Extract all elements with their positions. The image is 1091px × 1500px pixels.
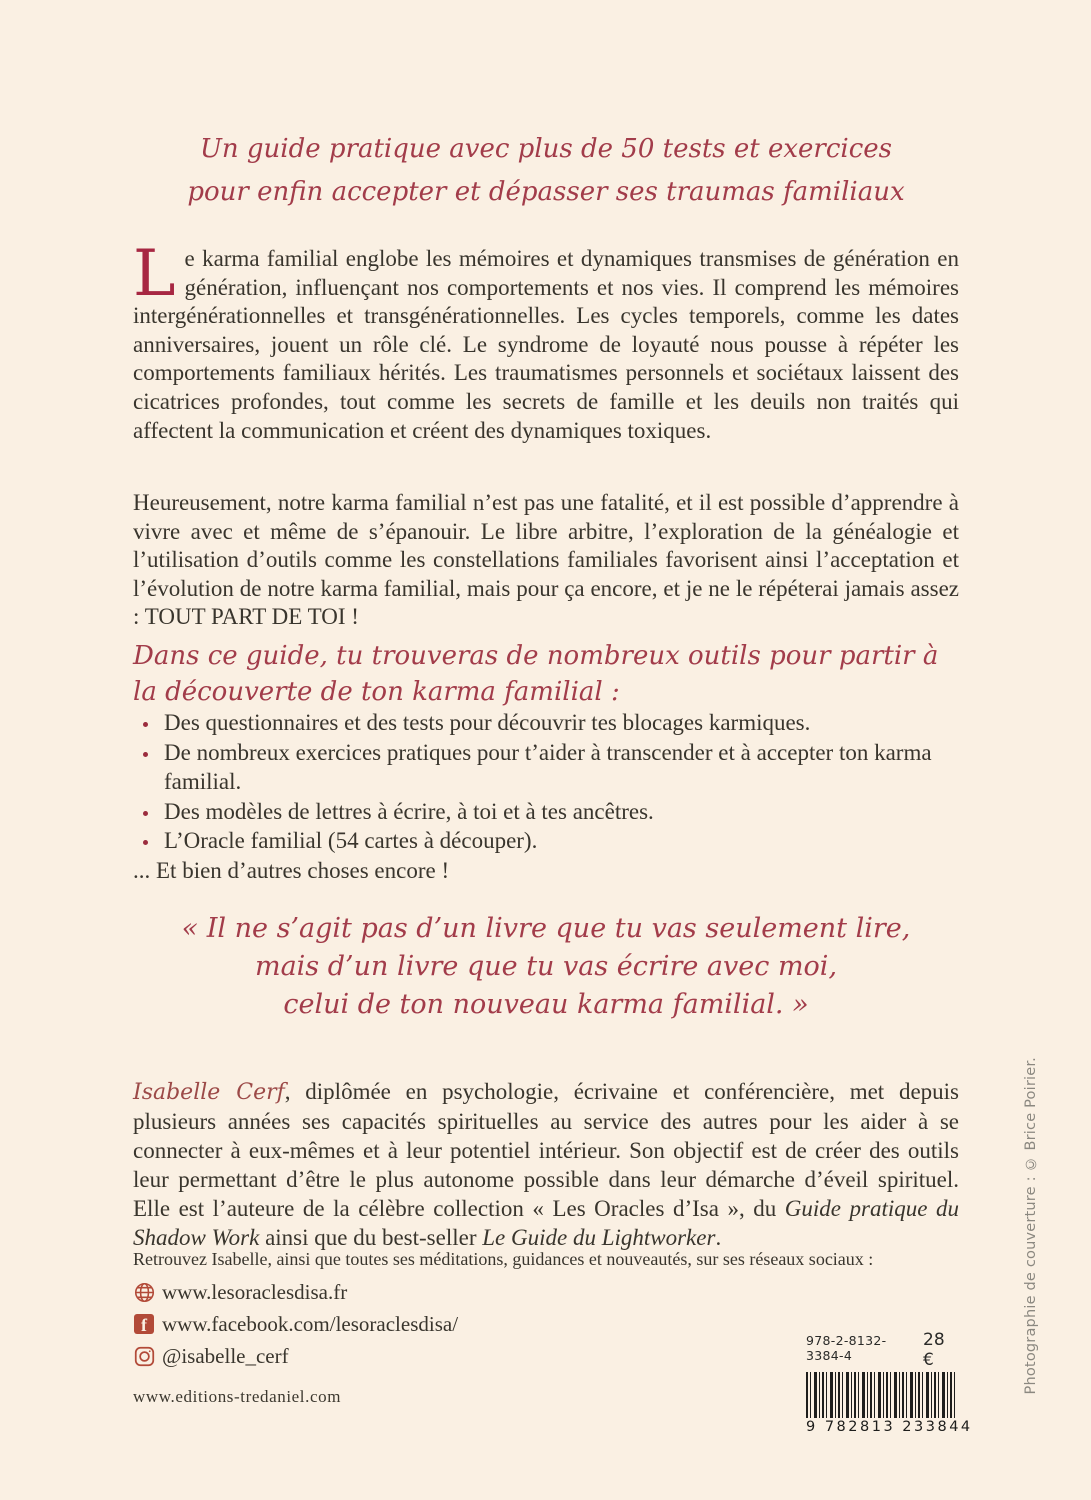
bio-text: , diplômée en psychologie, écrivaine et conférencière, met depuis plusieurs années ses capacités spirituelles au service des autres pour les aider à se connecter à eux-mêmes et à leur potentiel intérieur. Son objectif est de créer des outils leur permettant d’être le plus autonome possible dans leur démarche d’éveil spirituel. Elle est l’auteure de la célèbre collection « Les Oracles d’Isa », du [133, 1079, 959, 1221]
bio-text-between: ainsi que du best-seller [259, 1225, 483, 1250]
intro-text: e karma familial englobe les mémoires et dynamiques transmises de génération en génération, influençant nos comportements et nos vies. Il comprend les mémoires intergénérationnelles et transgénérationnelles. Les cycles temporels, comme les dates anniversaires, jouent un rôle clé. Le syndrome de loyauté nous pousse à répéter les comportements familiaux hérités. Les traumatismes personnels et sociétaux laissent des cicatrices profondes, tout comme les secrets de famille et les deuils non traités qui affectent la communication et créent des dynamiques toxiques. [133, 246, 959, 443]
photo-credit: Photographie de couverture : © Brice Poirier. [1023, 1056, 1039, 1394]
website-url: www.lesoraclesdisa.fr [162, 1279, 348, 1304]
globe-icon [133, 1281, 155, 1303]
publisher-url: www.editions-tredaniel.com [133, 1387, 342, 1406]
quote-line-1: « Il ne s’agit pas d’un livre que tu vas seulement lire, [181, 913, 911, 944]
author-name: Isabelle Cerf [133, 1080, 285, 1105]
facebook-url: www.facebook.com/lesoraclesdisa/ [162, 1311, 459, 1336]
bullet-outro: ... Et bien d’autres choses encore ! [133, 857, 450, 883]
instagram-handle: @isabelle_cerf [162, 1343, 289, 1368]
headline-line-2: pour enfin accepter et dépasser ses traumas familiaux [187, 177, 905, 207]
price: 28 € [923, 1330, 945, 1370]
quote-line-3: celui de ton nouveau karma familial. » [283, 989, 809, 1020]
author-bio [133, 1077, 959, 1252]
isbn-price-row [806, 1330, 958, 1370]
bullet-item: • De nombreux exercices pratiques pour t’aider à transcender et à accepter ton karma familial. [160, 738, 959, 797]
pull-quote [133, 910, 959, 1024]
bio-book-title-1: Guide pratique du Shadow Work [133, 1196, 959, 1250]
bullet-item: • L’Oracle familial (54 cartes à découper). [160, 826, 959, 856]
barcode-block [806, 1330, 973, 1435]
website-row [133, 1276, 959, 1308]
guide-heading: Dans ce guide, tu trouveras de nombreux outils pour partir à la découverte de ton karma familial : [133, 641, 939, 707]
bio-book-title-2: Le Guide du Lightworker [482, 1225, 716, 1250]
headline [133, 128, 959, 214]
bio-text-end: . [715, 1225, 722, 1250]
drop-cap: L [133, 237, 176, 311]
bullet-item: • Des modèles de lettres à écrire, à toi et à tes ancêtres. [160, 797, 959, 827]
instagram-icon [133, 1345, 155, 1367]
intro-paragraph [133, 237, 959, 445]
facebook-icon: f [133, 1313, 155, 1335]
isbn-number: 978-2-8132-3384-4 [806, 1333, 887, 1363]
headline-line-1: Un guide pratique avec plus de 50 tests et exercices [199, 134, 893, 164]
barcode-digits: 9 782813 233844 [806, 1419, 973, 1435]
quote-line-2: mais d’un livre que tu vas écrire avec moi, [254, 951, 838, 982]
social-intro: Retrouvez Isabelle, ainsi que toutes ses méditations, guidances et nouveautés, sur ses réseaux sociaux : [133, 1249, 874, 1269]
guide-bullets [133, 708, 959, 908]
bullet-list [133, 708, 959, 856]
barcode-bars [806, 1372, 958, 1418]
second-paragraph: Heureusement, notre karma familial n’est pas une fatalité, et il est possible d’apprendre à vivre avec et même de s’épanouir. Le libre arbitre, l’exploration de la généalogie et l’utilisation d’outils comme les constellations familiales favorisent ainsi l’acceptation et l’évolution de notre karma familial, mais pour ça encore, et je ne le répéterai jamais assez : TOUT PART DE TOI ! [133, 490, 959, 630]
bullet-item: • Des questionnaires et des tests pour découvrir tes blocages karmiques. [160, 708, 959, 738]
